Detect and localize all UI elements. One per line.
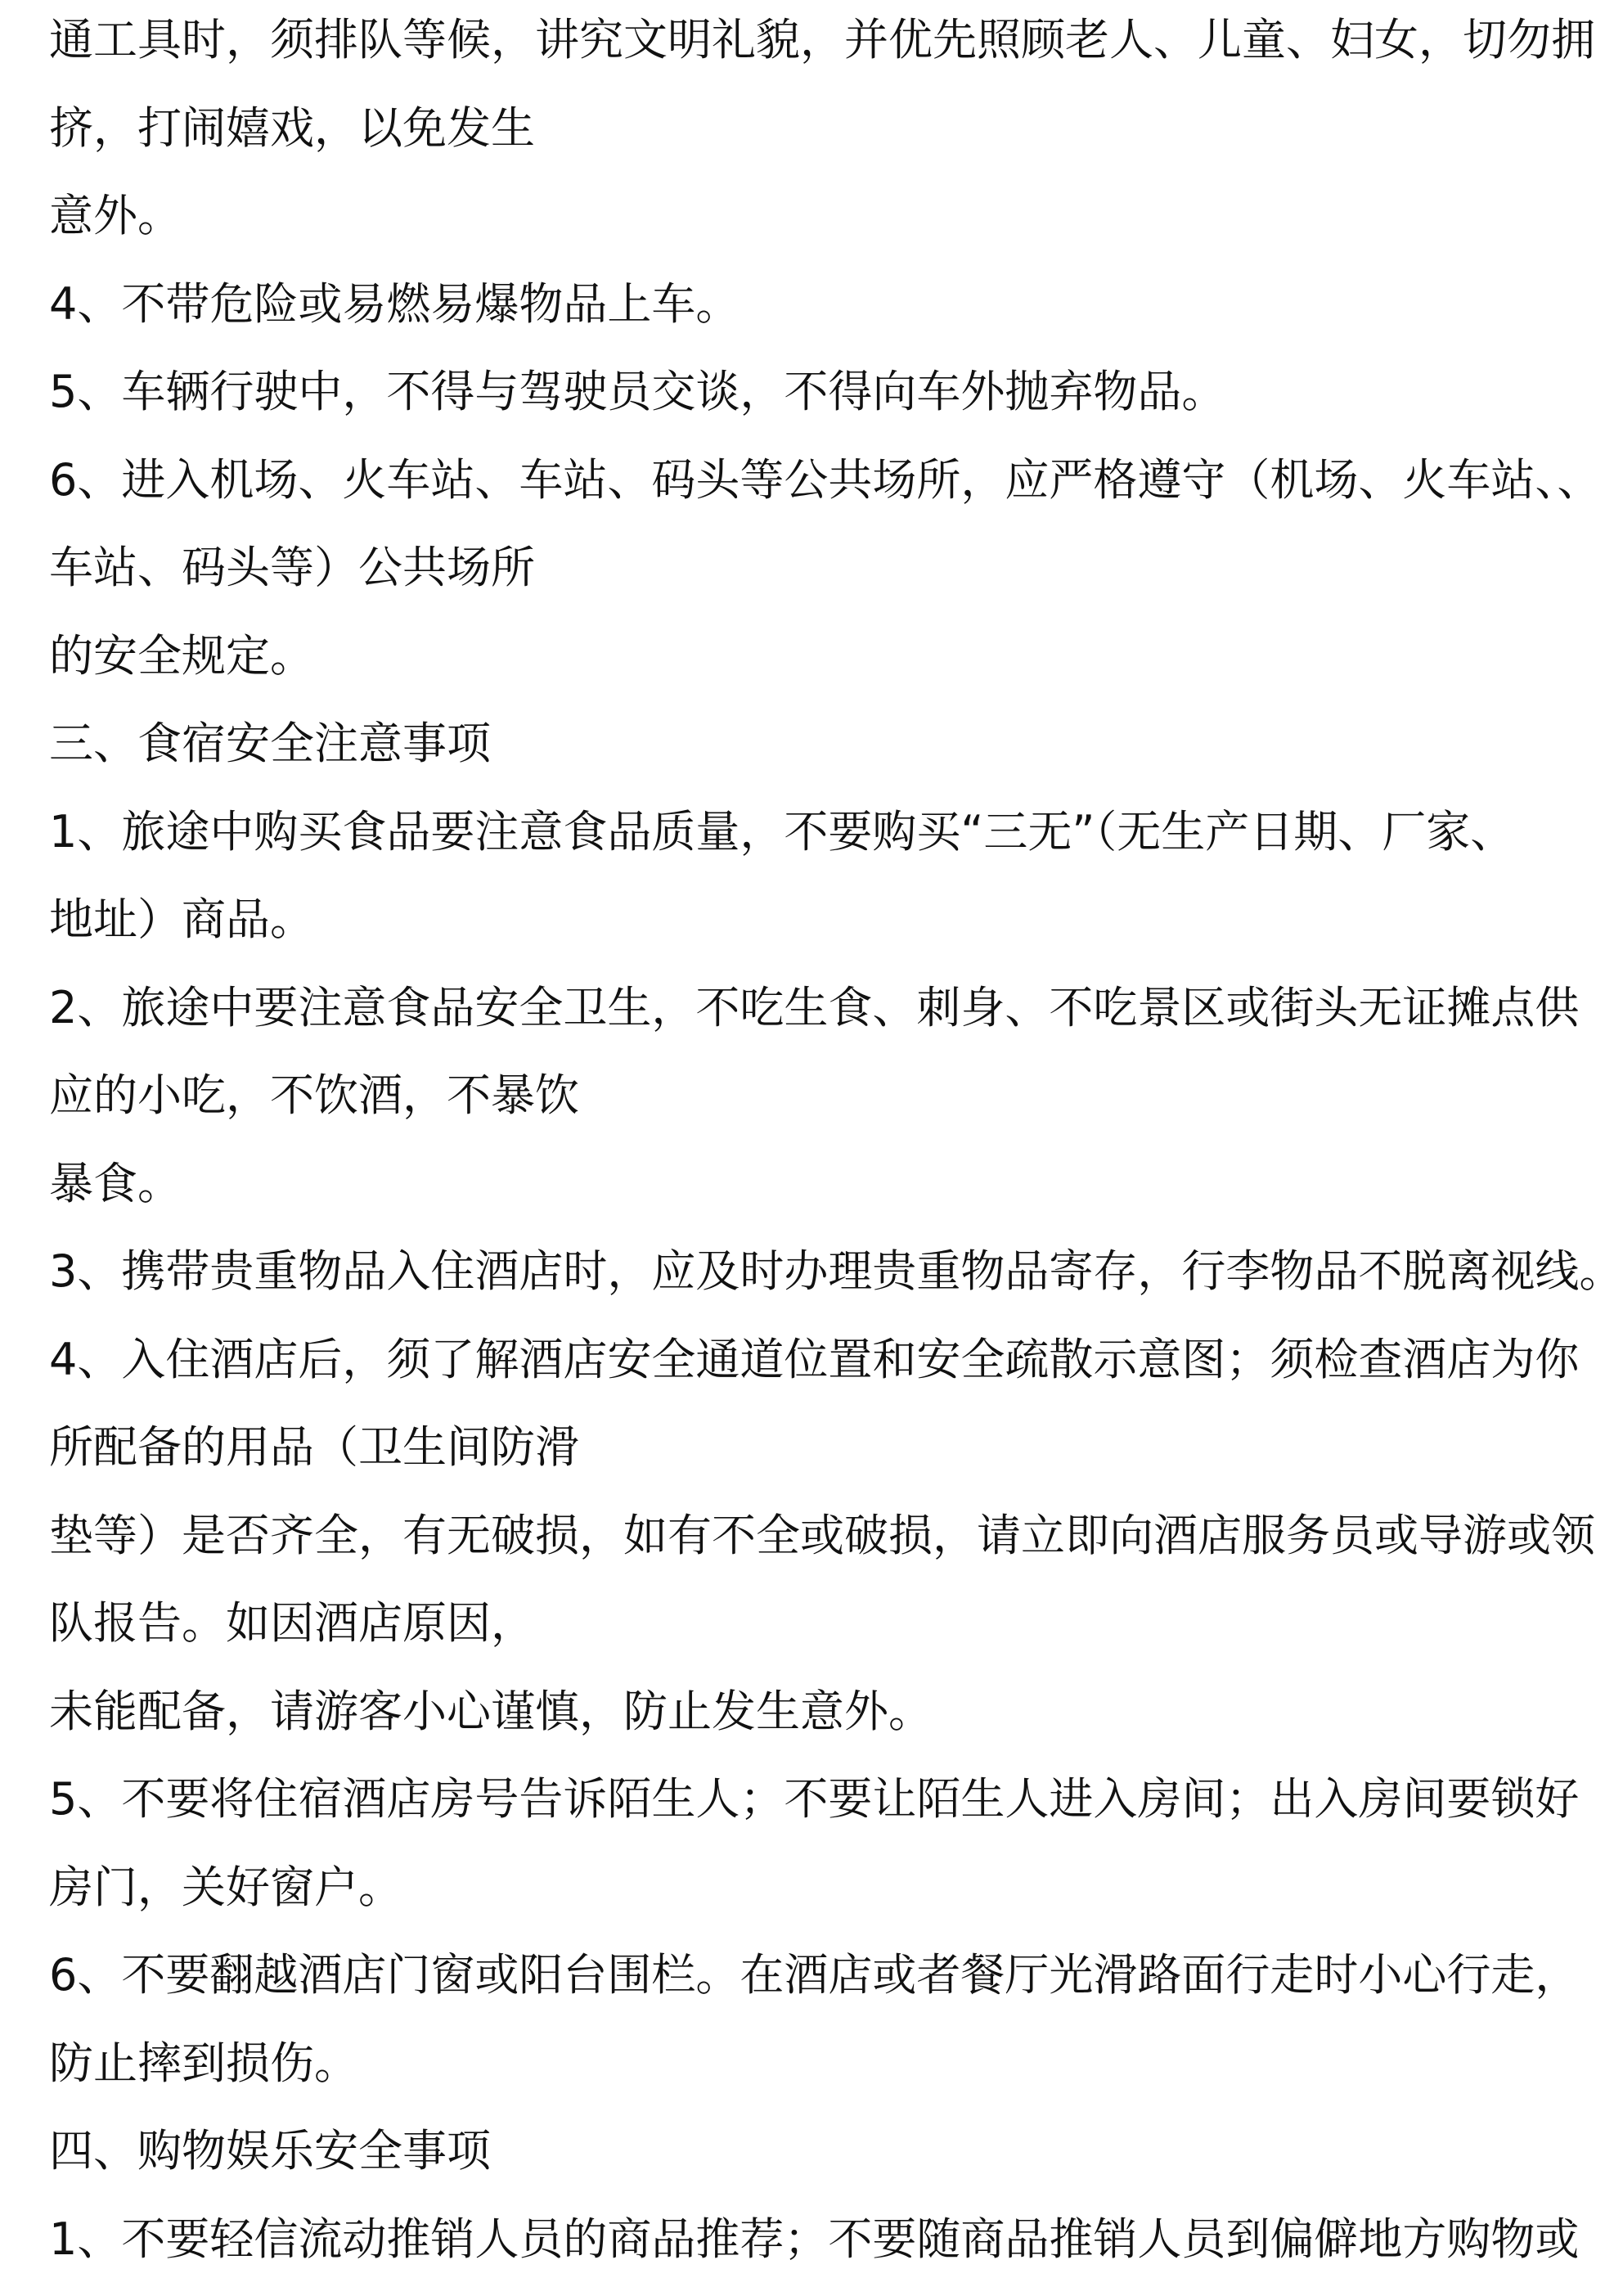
text-line: 地址）商品。 xyxy=(49,894,314,945)
list-item: 4、不带危险或易燃易爆物品上车。 xyxy=(49,277,740,330)
text-line: 队报告。如因酒店原因， xyxy=(49,1597,535,1649)
text-line: 防止摔到损伤。 xyxy=(49,2037,358,2089)
text-line: 意外。 xyxy=(49,190,182,241)
list-item: 6、不要翻越酒店门窗或阳台围栏。在酒店或者餐厅光滑路面行走时小心行走， xyxy=(49,1949,1580,2001)
text-line: 房门，关好窗户。 xyxy=(49,1861,402,1913)
text-line: 暴食。 xyxy=(49,1157,182,1209)
text-line: 的安全规定。 xyxy=(49,629,314,682)
list-item: 5、不要将住宿酒店房号告诉陌生人；不要让陌生人进入房间；出入房间要锁好 xyxy=(49,1773,1580,1825)
list-item: 2、旅途中要注意食品安全卫生，不吃生食、刺身、不吃景区或街头无证摊点供 xyxy=(49,981,1580,1033)
text-line: 车站、码头等）公共场所 xyxy=(49,542,535,593)
list-item: 5、车辆行驶中，不得与驾驶员交谈，不得向车外抛弃物品。 xyxy=(49,366,1226,417)
text-line: 所配备的用品（卫生间防滑 xyxy=(49,1421,579,1473)
list-item: 3、携带贵重物品入住酒店时，应及时办理贵重物品寄存，行李物品不脱离视线。 xyxy=(49,1245,1623,1297)
text-line: 通工具时，须排队等候，讲究文明礼貌，并优先照顾老人、儿童、妇女，切勿拥 xyxy=(49,14,1595,65)
section-heading: 四、购物娱乐安全事项 xyxy=(49,2125,491,2177)
text-line: 应的小吃，不饮酒，不暴饮 xyxy=(49,1069,579,1121)
list-item: 6、进入机场、火车站、车站、码头等公共场所，应严格遵守（机场、火车站、、 xyxy=(49,453,1602,506)
section-heading: 三、食宿安全注意事项 xyxy=(49,718,491,769)
list-item: 1、不要轻信流动推销人员的商品推荐；不要随商品推销人员到偏僻地方购物或 xyxy=(49,2213,1580,2265)
list-item: 4、入住酒店后，须了解酒店安全通道位置和安全疏散示意图；须检查酒店为你 xyxy=(49,1333,1580,1385)
list-item: 1、旅途中购买食品要注意食品质量，不要购买“三无”（无生产日期、厂家、 xyxy=(49,805,1515,858)
text-line: 未能配备，请游客小心谨慎，防止发生意外。 xyxy=(49,1685,933,1737)
text-line: 挤，打闹嬉戏，以免发生 xyxy=(49,101,535,154)
text-line: 垫等）是否齐全，有无破损，如有不全或破损，请立即向酒店服务员或导游或领 xyxy=(49,1509,1595,1561)
